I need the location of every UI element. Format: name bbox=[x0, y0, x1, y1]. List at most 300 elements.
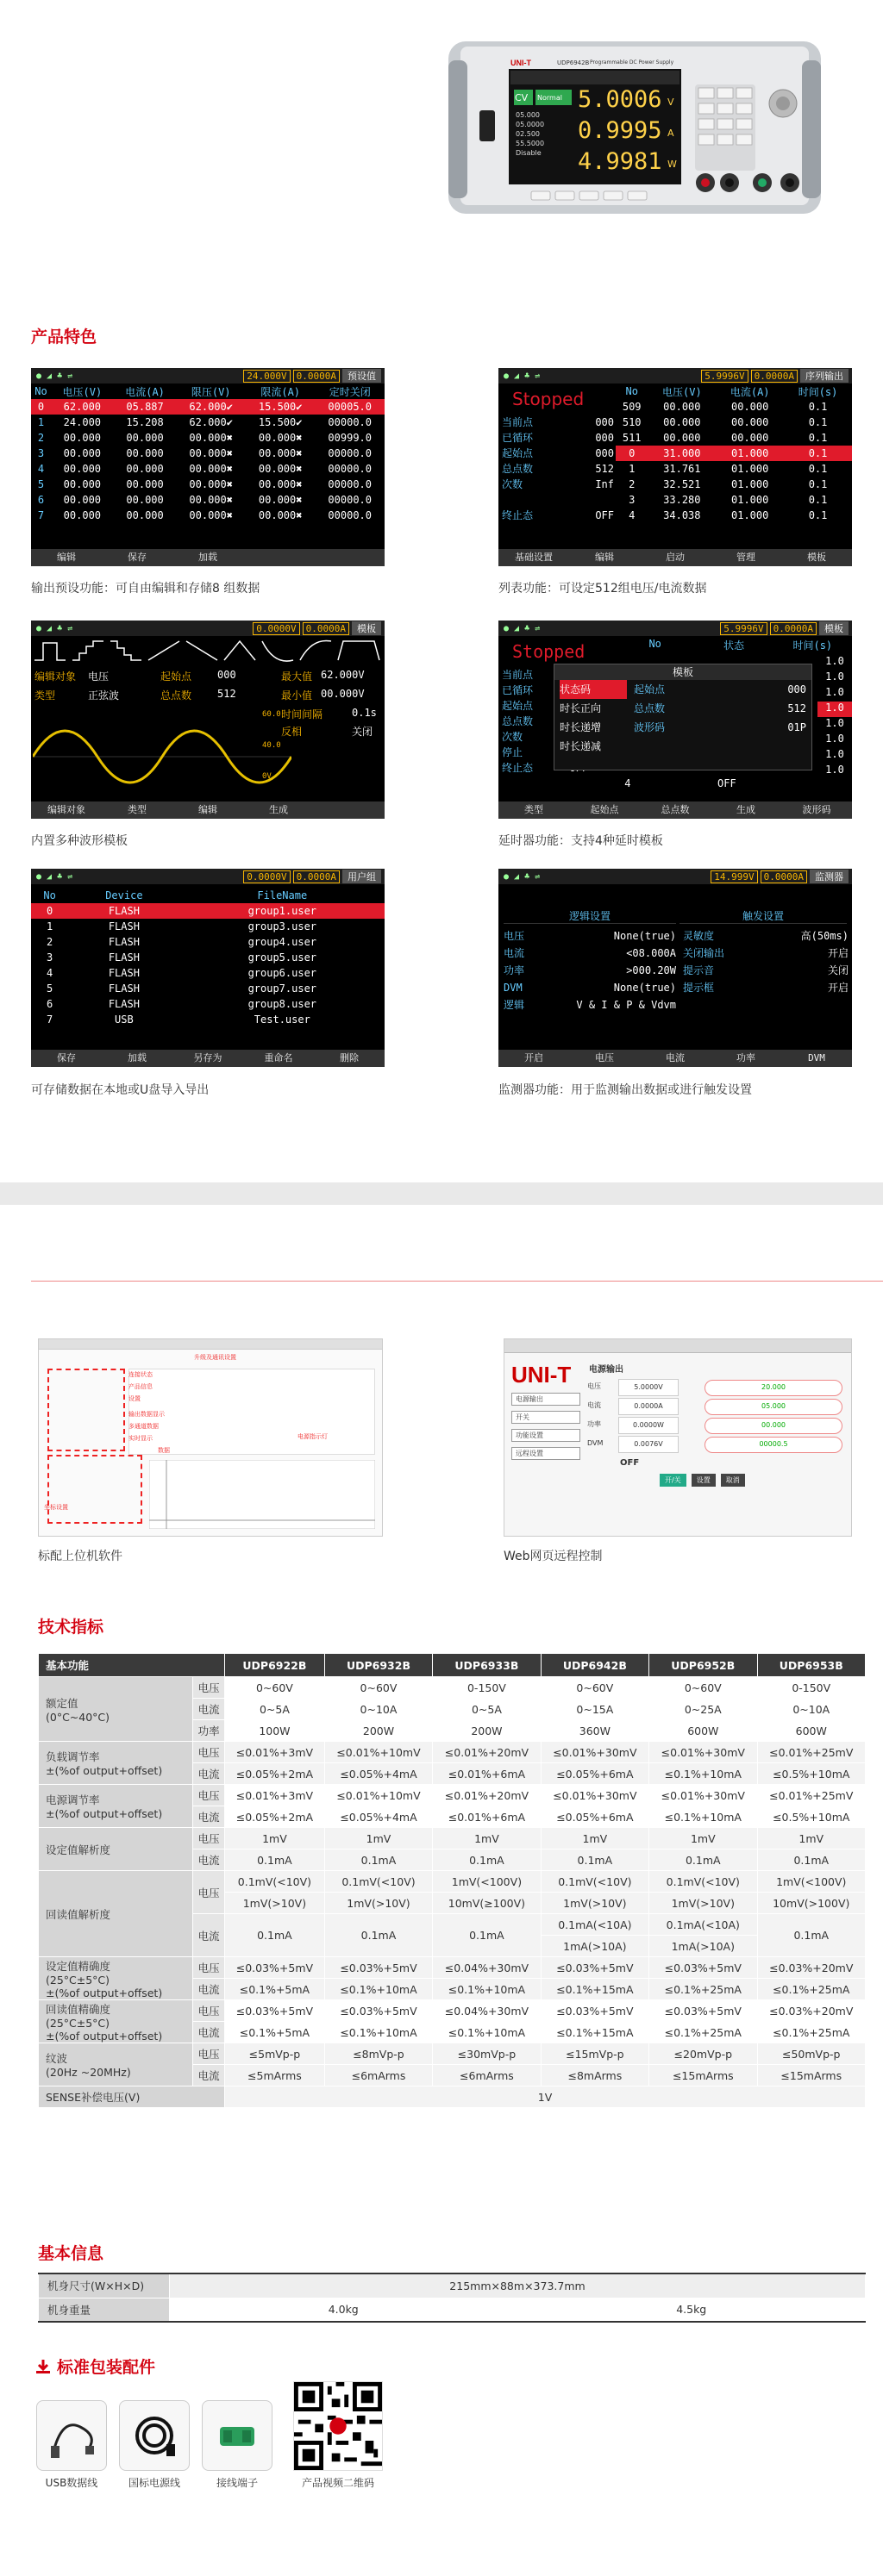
spec-value: 1mV bbox=[324, 1828, 432, 1849]
softkey[interactable]: 基础设置 bbox=[515, 552, 553, 563]
browser-bar bbox=[504, 1339, 851, 1353]
param-label: 已循环 bbox=[502, 432, 534, 444]
web-row-input[interactable]: 00.000 bbox=[705, 1418, 842, 1434]
spec-value: ≤0.01%+10mV bbox=[324, 1785, 432, 1806]
software-annotation: 电源指示灯 bbox=[297, 1433, 328, 1440]
softkey[interactable] bbox=[243, 549, 314, 566]
delay-time: 1.0 bbox=[817, 702, 852, 717]
table-cell: 00.000✖ bbox=[189, 509, 233, 521]
softkey[interactable] bbox=[314, 801, 385, 819]
status-icons: ● ◢ ♣ ⇌ bbox=[36, 871, 73, 882]
spec-value: ≤0.1%+10mA bbox=[324, 1979, 432, 2000]
table-row bbox=[31, 477, 385, 492]
package-item-label: 产品视频二维码 bbox=[301, 2477, 374, 2489]
web-button[interactable]: 取消 bbox=[721, 1474, 745, 1487]
table-row bbox=[616, 508, 852, 523]
param-value: 000 bbox=[595, 447, 614, 459]
softkey[interactable]: 生成 bbox=[736, 804, 755, 815]
terminal-icon bbox=[211, 2410, 263, 2461]
param-value: 000 bbox=[595, 416, 614, 428]
param-value: OFF bbox=[595, 509, 614, 521]
spec-value: ≤0.1%+15mA bbox=[541, 1979, 648, 2000]
spec-group-label: 电源调节率 ±(%of output+offset) bbox=[39, 1785, 193, 1828]
device-reading: 02.500 bbox=[516, 130, 540, 138]
specs-title: 技术指标 bbox=[38, 1618, 104, 1637]
table-row bbox=[31, 965, 385, 981]
spec-value: 1mV bbox=[649, 1828, 757, 1849]
device-power: 4.9981 bbox=[578, 148, 662, 175]
table-row bbox=[31, 903, 385, 919]
param-value: 000 bbox=[595, 432, 614, 444]
table-cell: 2 bbox=[46, 936, 53, 948]
softkey-bar bbox=[498, 801, 852, 819]
device-left-readings bbox=[516, 110, 567, 158]
weight-label: 机身重量 bbox=[39, 2298, 170, 2322]
list-param bbox=[502, 430, 614, 446]
trigger-value: 开启 bbox=[827, 982, 849, 994]
spec-param: 电压 bbox=[193, 1871, 225, 1914]
dialog-label bbox=[627, 737, 713, 756]
dialog-option[interactable]: 时长递减 bbox=[560, 740, 602, 752]
spec-row bbox=[39, 1957, 866, 1979]
softkey[interactable]: 波形码 bbox=[802, 804, 831, 815]
axis-label: 0V bbox=[262, 772, 272, 781]
softkey-bar bbox=[31, 801, 385, 819]
spec-value: 1mV(>10V) bbox=[649, 1893, 757, 1914]
table-cell: 00999.0 bbox=[328, 432, 372, 444]
device-power-unit: W bbox=[667, 159, 677, 170]
table-cell: 00000.0 bbox=[328, 494, 372, 506]
web-nav-item[interactable]: 开关 bbox=[511, 1411, 580, 1424]
softkey[interactable]: DVM bbox=[808, 1052, 825, 1063]
terminal-item bbox=[202, 2400, 272, 2471]
spec-value: 0~5A bbox=[433, 1699, 541, 1720]
spec-value: 0~60V bbox=[541, 1677, 648, 1699]
softkey[interactable]: 类型 bbox=[524, 804, 543, 815]
spec-param: 电流 bbox=[193, 2065, 225, 2086]
spec-param: 电压 bbox=[193, 1677, 225, 1699]
waveform-field: 起始点 bbox=[160, 671, 192, 683]
spec-value: ≤0.01%+25mV bbox=[757, 1785, 865, 1806]
spec-value: ≤0.03%+5mV bbox=[225, 2000, 325, 2022]
param-label: 起始点 bbox=[502, 447, 534, 459]
table-cell: 00.000 bbox=[63, 432, 102, 444]
table-row bbox=[616, 415, 852, 430]
table-cell: 01.000 bbox=[731, 494, 769, 506]
trigger-value: 关闭 bbox=[827, 964, 849, 976]
spec-value: ≤15mVp-p bbox=[541, 2043, 648, 2065]
status-bar bbox=[498, 368, 852, 384]
softkey[interactable]: 功率 bbox=[736, 1052, 755, 1063]
spec-value: 0.1mA bbox=[757, 1914, 865, 1957]
table-cell: 00.000✖ bbox=[258, 447, 303, 459]
table-cell: group4.user bbox=[247, 936, 317, 948]
table-cell: 5 bbox=[37, 478, 45, 490]
table-cell: 00.000✖ bbox=[258, 478, 303, 490]
spec-value: ≤0.01%+30mV bbox=[649, 1742, 757, 1763]
device-reading: Disable bbox=[516, 149, 542, 157]
waveform-field: 时间间隔 bbox=[281, 708, 323, 720]
monitor-trigger-title: 触发设置 bbox=[679, 908, 847, 924]
web-button[interactable]: 开/关 bbox=[660, 1474, 686, 1487]
param-label: 次数 bbox=[502, 731, 523, 743]
monitor-value: <08.000A bbox=[626, 947, 676, 959]
size-label: 机身尺寸(W×H×D) bbox=[39, 2273, 170, 2298]
web-row-input[interactable]: 05.000 bbox=[705, 1399, 842, 1415]
monitor-label: DVM bbox=[504, 982, 523, 994]
screen-list bbox=[498, 368, 852, 566]
list-param bbox=[502, 415, 614, 430]
list-table bbox=[616, 384, 852, 523]
softkey[interactable]: 保存 bbox=[57, 1052, 76, 1063]
package-title: 标准包装配件 bbox=[57, 2358, 156, 2377]
list-param bbox=[502, 477, 614, 492]
spec-value: ≤0.1%+10mA bbox=[649, 1806, 757, 1828]
table-cell: 15.500✔ bbox=[246, 399, 316, 415]
status-mode: 模板 bbox=[352, 621, 381, 635]
softkey[interactable]: 加载 bbox=[128, 1052, 147, 1063]
weight-a: 4.0kg bbox=[170, 2298, 517, 2322]
dialog-value: 000 bbox=[787, 683, 806, 695]
spec-value: 1V bbox=[225, 2086, 866, 2108]
spec-group-label: 设定值精确度 (25°C±5°C) ±(%of output+offset) bbox=[39, 1957, 193, 2000]
status-voltage: 5.9996V bbox=[701, 370, 748, 383]
web-row-label: 电压 bbox=[587, 1382, 601, 1390]
power-cord-icon bbox=[128, 2410, 180, 2461]
web-row-label: 电流 bbox=[587, 1401, 601, 1409]
table-cell: 1 bbox=[46, 920, 53, 932]
spec-value: ≤0.01%+30mV bbox=[541, 1785, 648, 1806]
web-row-input[interactable]: 00000.5 bbox=[705, 1437, 842, 1453]
table-cell: 00.000 bbox=[63, 494, 102, 506]
waveform-field: 关闭 bbox=[352, 726, 373, 738]
spec-value: 1mV(<100V) bbox=[433, 1871, 541, 1893]
spec-value: 0.1mV(<10V) bbox=[541, 1871, 648, 1893]
template-dialog[interactable] bbox=[554, 664, 812, 770]
delay-last-row bbox=[581, 777, 780, 789]
spec-value: ≤0.03%+20mV bbox=[757, 1957, 865, 1979]
delay-time: 1.0 bbox=[825, 733, 844, 745]
dialog-row bbox=[554, 699, 811, 718]
spec-value: 1mV(>10V) bbox=[541, 1893, 648, 1914]
software-annotation: 升级及通讯设置 bbox=[194, 1354, 236, 1361]
table-row bbox=[31, 996, 385, 1012]
status-mode: 预设值 bbox=[342, 369, 381, 383]
spec-value: ≤6mArms bbox=[433, 2065, 541, 2086]
softkey[interactable]: 起始点 bbox=[590, 804, 619, 815]
spec-value: ≤0.01%+6mA bbox=[433, 1806, 541, 1828]
softkey[interactable]: 删除 bbox=[340, 1052, 359, 1063]
waveform-field: 最小值 bbox=[281, 689, 313, 702]
web-row-reading: 0.0000A bbox=[618, 1398, 679, 1415]
monitor-value: >000.20W bbox=[626, 964, 676, 976]
table-cell: 4 bbox=[37, 463, 45, 475]
table-row bbox=[616, 477, 852, 492]
table-cell: 00.000 bbox=[63, 478, 102, 490]
dialog-label: 起始点 bbox=[634, 683, 666, 695]
spec-value: ≤0.1%+25mA bbox=[649, 2022, 757, 2043]
spec-value: 0.1mA bbox=[324, 1849, 432, 1871]
softkey[interactable]: 编辑 bbox=[198, 804, 217, 815]
softkey[interactable] bbox=[314, 549, 385, 566]
status-mode: 用户组 bbox=[342, 870, 381, 883]
softkey[interactable]: 重命名 bbox=[264, 1052, 293, 1063]
status-bar bbox=[31, 368, 385, 384]
column-header: 电流(A) bbox=[730, 385, 770, 398]
spec-group-label: 回读值解析度 bbox=[39, 1871, 193, 1957]
software-annotations bbox=[39, 1339, 384, 1537]
status-current: 0.0000A bbox=[303, 622, 349, 635]
spec-value: ≤50mVp-p bbox=[757, 2043, 865, 2065]
table-cell: 33.280 bbox=[663, 494, 701, 506]
spec-param: 电流 bbox=[193, 2022, 225, 2043]
table-cell: 00.000✖ bbox=[258, 494, 303, 506]
caption-web: Web网页远程控制 bbox=[504, 1550, 603, 1563]
web-button[interactable]: 设置 bbox=[692, 1474, 716, 1487]
column-header: No bbox=[34, 385, 47, 397]
column-header: 限压(V) bbox=[191, 385, 231, 398]
spec-group-label: 设定值解析度 bbox=[39, 1828, 193, 1871]
status-voltage: 5.9996V bbox=[720, 622, 767, 635]
softkey[interactable]: 电压 bbox=[595, 1052, 614, 1063]
softkey[interactable]: 电流 bbox=[666, 1052, 685, 1063]
spec-value: ≤0.1%+10mA bbox=[649, 1763, 757, 1785]
param-label: 当前点 bbox=[502, 416, 534, 428]
table-cell: FLASH bbox=[108, 967, 140, 979]
param-value: 512 bbox=[595, 463, 614, 475]
table-cell: 00.000✖ bbox=[189, 478, 233, 490]
dialog-option[interactable]: 时长递增 bbox=[560, 721, 602, 733]
spec-value: ≤0.03%+20mV bbox=[757, 2000, 865, 2022]
spec-param: 电压 bbox=[193, 1785, 225, 1806]
spec-value: 1mA(>10A) bbox=[541, 1936, 648, 1957]
softkey[interactable]: 编辑 bbox=[57, 552, 76, 563]
table-cell: 0.1 bbox=[808, 463, 828, 475]
spec-header: UDP6922B bbox=[225, 1654, 325, 1677]
spec-value: ≤0.05%+4mA bbox=[324, 1806, 432, 1828]
softkey[interactable]: 开启 bbox=[524, 1052, 543, 1063]
table-cell: 0.1 bbox=[808, 478, 828, 490]
softkey[interactable]: 管理 bbox=[736, 552, 755, 563]
table-cell: 62.000✔ bbox=[189, 416, 233, 428]
spec-value: ≤0.03%+5mV bbox=[649, 1957, 757, 1979]
spec-value: 0.1mV(<10V) bbox=[225, 1871, 325, 1893]
softkey[interactable]: 启动 bbox=[666, 552, 685, 563]
delay-state: Stopped bbox=[512, 641, 586, 662]
table-cell: group8.user bbox=[247, 998, 317, 1010]
caption-preset: 输出预设功能：可自由编辑和存储8 组数据 bbox=[31, 582, 260, 596]
column-header: 状态 bbox=[723, 639, 744, 652]
table-cell: FLASH bbox=[108, 920, 140, 932]
spec-value: ≤5mArms bbox=[225, 2065, 325, 2086]
softkey-bar bbox=[31, 549, 385, 566]
column-header: 电压(V) bbox=[62, 385, 103, 398]
dialog-option[interactable]: 状态码 bbox=[560, 680, 627, 699]
table-cell: 00005.0 bbox=[315, 399, 385, 415]
spec-value: 1mA(>10A) bbox=[649, 1936, 757, 1957]
spec-header-row bbox=[39, 1654, 866, 1677]
size-value: 215mm×88m×373.7mm bbox=[170, 2273, 866, 2298]
table-cell: 4 bbox=[629, 509, 636, 521]
spec-param: 电流 bbox=[193, 1763, 225, 1785]
spec-value: ≤0.1%+25mA bbox=[757, 2022, 865, 2043]
table-cell: 0.1 bbox=[808, 401, 828, 413]
table-cell: 0 bbox=[616, 446, 648, 461]
table-row bbox=[31, 461, 385, 477]
spec-value: ≤0.1%+25mA bbox=[649, 1979, 757, 2000]
web-row-label: DVM bbox=[587, 1439, 604, 1447]
spec-param: 电压 bbox=[193, 1742, 225, 1763]
spec-value: 0.1mA bbox=[649, 1849, 757, 1871]
waveform-field: 编辑对象 bbox=[34, 671, 77, 683]
param-label: 起始点 bbox=[502, 700, 534, 712]
spec-group-label: SENSE补偿电压(V) bbox=[39, 2086, 225, 2108]
axis-label: 40.0 bbox=[262, 741, 281, 750]
param-label: 次数 bbox=[502, 478, 523, 490]
spec-param: 电流 bbox=[193, 1914, 225, 1957]
monitor-label: 功率 bbox=[504, 964, 525, 976]
table-cell: 509 bbox=[622, 401, 642, 413]
column-header: FileName bbox=[257, 889, 308, 901]
trigger-value: 开启 bbox=[827, 947, 849, 959]
table-cell: 5 bbox=[46, 982, 53, 995]
status-bar bbox=[31, 621, 385, 636]
spec-value: ≤20mVp-p bbox=[649, 2043, 757, 2065]
status-mode: 序列输出 bbox=[800, 369, 849, 383]
spec-value: 0~10A bbox=[324, 1699, 432, 1720]
spec-value: ≤0.03%+5mV bbox=[541, 1957, 648, 1979]
column-header: 电压(V) bbox=[662, 385, 702, 398]
column-header: 时间(s) bbox=[798, 385, 838, 398]
monitor-label: 电流 bbox=[504, 947, 525, 959]
softkey[interactable]: 类型 bbox=[128, 804, 147, 815]
monitor-rows bbox=[504, 927, 849, 1014]
web-nav-item[interactable]: 远程设置 bbox=[511, 1447, 580, 1460]
monitor-logic-title: 逻辑设置 bbox=[504, 908, 676, 924]
table-cell: 6 bbox=[37, 494, 45, 506]
waveform-field: 512 bbox=[217, 688, 236, 700]
status-current: 0.0000A bbox=[770, 622, 817, 635]
web-rows bbox=[587, 1377, 842, 1453]
softkey[interactable]: 另存为 bbox=[193, 1052, 222, 1063]
web-logo: UNI-T bbox=[511, 1362, 572, 1388]
spec-value: 1mV bbox=[433, 1828, 541, 1849]
softkey[interactable]: 编辑 bbox=[595, 552, 614, 563]
web-row-input[interactable]: 20.000 bbox=[705, 1380, 842, 1396]
table-cell: 62.000✔ bbox=[176, 399, 246, 415]
table-cell: 00.000 bbox=[126, 432, 164, 444]
param-label: 终止态 bbox=[502, 509, 534, 521]
table-row bbox=[31, 446, 385, 461]
table-cell: 05.887 bbox=[114, 399, 177, 415]
softkey[interactable]: 编辑对象 bbox=[47, 804, 85, 815]
waveform-axis bbox=[262, 710, 288, 788]
spec-value: ≤0.1%+5mA bbox=[225, 2022, 325, 2043]
spec-value: ≤5mVp-p bbox=[225, 2043, 325, 2065]
table-cell: 3 bbox=[629, 494, 636, 506]
spec-value: ≤0.01%+3mV bbox=[225, 1742, 325, 1763]
dialog-option[interactable]: 时长正向 bbox=[560, 702, 602, 714]
preset-table bbox=[31, 384, 385, 523]
column-header: 限流(A) bbox=[260, 385, 301, 398]
waveform-field: 最大值 bbox=[281, 671, 313, 683]
device-voltage: 5.0006 bbox=[578, 86, 662, 113]
table-cell: 00.000 bbox=[663, 432, 701, 444]
spec-value: ≤0.03%+5mV bbox=[225, 1957, 325, 1979]
spec-value: 0~5A bbox=[225, 1699, 325, 1720]
table-cell: 00.000 bbox=[663, 416, 701, 428]
web-nav-item[interactable]: 功能设置 bbox=[511, 1429, 580, 1442]
table-cell: 00000.0 bbox=[328, 478, 372, 490]
spec-row bbox=[39, 1871, 866, 1893]
qr-code[interactable] bbox=[293, 2381, 383, 2471]
web-heading: 电源输出 bbox=[589, 1365, 623, 1375]
spec-value: 0.1mV(<10V) bbox=[649, 1871, 757, 1893]
trigger-label: 关闭输出 bbox=[683, 947, 725, 959]
table-cell: 00.000 bbox=[63, 447, 102, 459]
device-reading: 55.5000 bbox=[516, 140, 545, 147]
pc-software-screenshot bbox=[38, 1338, 383, 1537]
column-header: No bbox=[43, 889, 56, 901]
spec-value: 0.1mA bbox=[225, 1914, 325, 1957]
spec-value: ≤0.5%+10mA bbox=[757, 1763, 865, 1785]
waveform-field: 正弦波 bbox=[88, 689, 120, 702]
dialog-rows bbox=[554, 680, 811, 756]
spec-value: 0-150V bbox=[433, 1677, 541, 1699]
table-cell: 24.000 bbox=[63, 416, 102, 428]
web-state: OFF bbox=[620, 1458, 640, 1468]
device-brand: UNI-T bbox=[510, 59, 531, 67]
param-value: Inf bbox=[595, 478, 614, 490]
softkey[interactable]: 保存 bbox=[128, 552, 147, 563]
status-current: 0.0000A bbox=[293, 870, 340, 883]
dialog-label: 波形码 bbox=[634, 721, 666, 733]
spec-value: ≤0.5%+10mA bbox=[757, 1806, 865, 1828]
softkey[interactable]: 加载 bbox=[198, 552, 217, 563]
power-cord-item bbox=[119, 2400, 190, 2471]
spec-group-label: 纹波 (20Hz ~20MHz) bbox=[39, 2043, 193, 2086]
web-row-label: 功率 bbox=[587, 1420, 601, 1428]
web-row bbox=[587, 1434, 842, 1453]
table-row bbox=[31, 919, 385, 934]
spec-row bbox=[39, 2043, 866, 2065]
last-no: 4 bbox=[624, 777, 631, 789]
table-row bbox=[31, 415, 385, 430]
table-cell: 3 bbox=[37, 447, 45, 459]
monitor-row bbox=[504, 996, 849, 1014]
table-cell: 00000.0 bbox=[328, 416, 372, 428]
basic-info-table bbox=[38, 2273, 866, 2323]
software-annotation: 设置 bbox=[128, 1395, 141, 1402]
table-cell: 01.000 bbox=[716, 446, 784, 461]
spec-value: ≤0.05%+6mA bbox=[541, 1806, 648, 1828]
softkey[interactable]: 模板 bbox=[807, 552, 826, 563]
sine-preview bbox=[33, 714, 291, 800]
dialog-row bbox=[554, 718, 811, 737]
spec-value: ≤0.05%+2mA bbox=[225, 1763, 325, 1785]
status-bar bbox=[31, 869, 385, 884]
table-row bbox=[31, 399, 385, 415]
spec-value: 10mV(≥100V) bbox=[433, 1893, 541, 1914]
spec-param: 电压 bbox=[193, 2000, 225, 2022]
table-cell: 00000.0 bbox=[328, 463, 372, 475]
softkey[interactable]: 总点数 bbox=[661, 804, 690, 815]
softkey[interactable]: 生成 bbox=[269, 804, 288, 815]
software-annotation: 坐标设置 bbox=[44, 1504, 68, 1511]
delay-header bbox=[616, 638, 852, 652]
web-nav-item[interactable]: 电源输出 bbox=[511, 1393, 580, 1406]
table-cell: group5.user bbox=[247, 951, 317, 964]
